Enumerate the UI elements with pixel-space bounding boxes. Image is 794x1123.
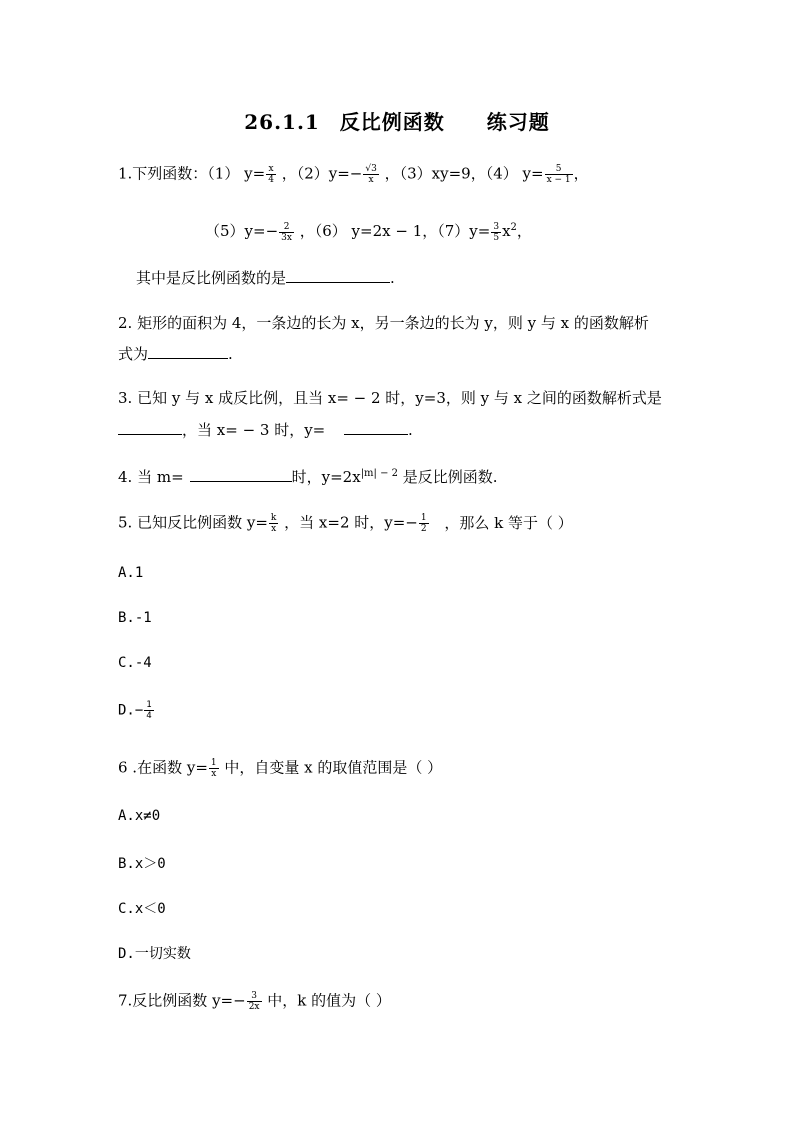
answer-blank[interactable] [344, 420, 408, 435]
fraction: $\frac{x}{4}$ [268, 164, 274, 185]
question-1-line-1: 1.下列函数：（1） y= $\frac{x}{4}$ ，（2）y=− $\frac{√3}{x}$ ，（3）xy=9，（4） y= $\frac{5}{x - 1}$ ， [118, 164, 589, 185]
question-1-line-2: （5）y=− $\frac{2}{3x}$ ，（6） y=2x − 1，（7）y= $\frac{3}{5}$ $x^2$， [205, 221, 532, 243]
title-topic: 反比例函数 [339, 110, 445, 134]
q6-option-a[interactable]: A.x≠0 [118, 808, 161, 824]
q6-option-d[interactable]: D.一切实数 [118, 946, 191, 962]
q5-option-b[interactable]: B.-1 [118, 610, 152, 626]
question-3-line-1: 3. 已知 y 与 x 成反比例，且当 x= − 2 时，y=3，则 y 与 x 之间的函数解析式是 [118, 389, 662, 407]
q5-option-d[interactable]: D.− $\frac{1}{4}$ [118, 700, 152, 721]
fraction: $\frac{2}{3x}$ [281, 221, 292, 243]
q6-option-b[interactable]: B.x＞0 [118, 856, 166, 872]
title-label: 练习题 [486, 110, 550, 134]
answer-blank[interactable] [118, 420, 182, 435]
q5-option-a[interactable]: A.1 [118, 565, 144, 581]
fraction: $\frac{3}{5}$ [493, 221, 500, 243]
fraction: $\frac{1}{2}$ [420, 513, 427, 534]
question-1-line-3: 其中是反比例函数的是 . [136, 269, 395, 287]
fraction: $\frac{1}{x}$ [210, 758, 217, 779]
fraction: $\frac{5}{x - 1}$ [546, 164, 571, 185]
question-3-line-2: ，当 x= − 3 时，y= . [118, 420, 413, 439]
answer-blank[interactable] [148, 344, 228, 359]
page-title [0, 106, 794, 135]
answer-blank[interactable] [190, 467, 292, 482]
fraction: $\frac{1}{4}$ [146, 700, 152, 721]
fraction: $\frac{3}{2x}$ [248, 991, 260, 1012]
answer-blank[interactable] [286, 268, 390, 283]
question-6: 6 .在函数 y= $\frac{1}{x}$ 中，自变量 x 的取值范围是（ ） [118, 758, 443, 779]
question-2-line-2: 式为 . [118, 345, 233, 363]
fraction: $\frac{√3}{x}$ [365, 164, 377, 185]
q5-option-c[interactable]: C.-4 [118, 655, 152, 671]
q6-option-c[interactable]: C.x＜0 [118, 901, 166, 917]
fraction: $\frac{k}{x}$ [270, 513, 277, 534]
question-5: 5. 已知反比例函数 y= $\frac{k}{x}$ ，当 x=2 时，y=− $\frac{1}{2}$ ，那么 k 等于（ ） [118, 513, 573, 534]
title-section-number: 26.1.1 [244, 110, 320, 134]
question-4: 4. 当 m= 时，$y=2x^{|m| - 2}$ 是反比例函数. [118, 468, 498, 486]
question-2-line-1: 2. 矩形的面积为 4，一条边的长为 x，另一条边的长为 y，则 y 与 x 的函数解析 [118, 314, 649, 332]
question-7: 7.反比例函数 y=− $\frac{3}{2x}$ 中，k 的值为（ ） [118, 991, 391, 1012]
